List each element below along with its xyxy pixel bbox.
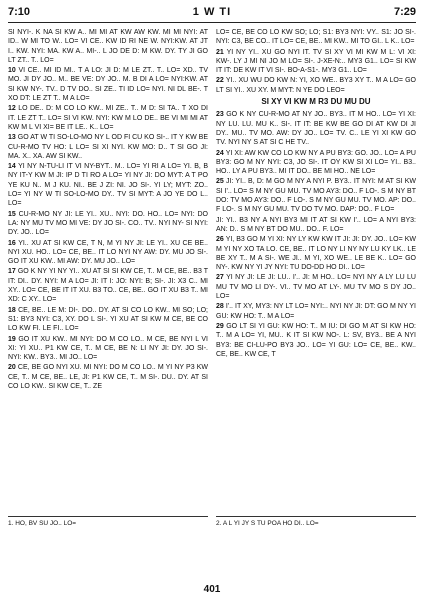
verse-number: 23	[216, 111, 224, 119]
verse-paragraph	[8, 104, 208, 132]
verse-text: GO IT XU KW.. MI NYI: DO M CO LO.. M CE, BE NYI L VI XI: YI XU.. P1 KW CE, T.. M CE, BE N: LI NY JI: DY. JO SI-. NYI: KW.. BY3.. MI JO.. LO=	[8, 335, 208, 362]
header-book-title: 1 W TI	[192, 6, 232, 18]
verse-text: YI.. XU AT SI KW CE, T N, M YI NY JI: LE YI.. XU CE BE.. NYI XU. HO.. LO= CE, BE.. IT LO NYI NY AW: DY. MU JO SI-. GO IT XU KW.. MI AW: DY. MU JO.. LO=	[8, 239, 208, 266]
verse-paragraph	[216, 28, 416, 47]
verse-number: 13	[8, 134, 16, 142]
verse-text: YI.. XU WU DO KW N: YI, XO WE.. BY3 XY T.. M A LO= GO LT SI YI.. XU XY. M MYT: N YE DO LEO=	[216, 77, 416, 94]
verse-number: 29	[216, 322, 224, 330]
verse-text: LO DE.. D: M CO LO KW.. MI ZE.. T.. M D: SI TA.. T XO DI IT. LE ZT T.. LO= SI VI KW. NYI: KW M LO DE.. BE VI MI MI AT KW M L VI XI= BE IT LE.. K.. LO=	[8, 105, 208, 131]
verse-text: GO LT SI YI GU: KW HO: T.. M IU: DI GO M AT SI KW HO: T.. M A LO= YI, MU.. K IT SI KW NO-. L: SV, BY3.. BE A NYI BY3: BE CI-LU-PO BY3 JO.. LO= YI GU: LO= CE, BE.. KW.. CE, BE.. KW CE, T	[216, 322, 416, 358]
verse-paragraph	[8, 267, 208, 304]
verse-text: JI: YI.. B3 NY A NYI BY3 MI IT AT SI KW I'.. LO= A NYI BY3: AN: D.. S M NY BT DO MU.. DO.. F. LO=	[216, 216, 416, 233]
verse-text: SI NYI-. K NA SI KW A.. MI MI AT KW AW KW. MI MI NYI: AT ID.. W MI TO W.. LO= VI CE.. KW ID RI NE W. NYI:KW. AT JT I.. KW. NYI: MA. KW A.. MI-.. L JO DE D: M KW. DY. TY JI GO LT ZT.. T.. LO=	[8, 29, 208, 64]
verse-paragraph	[8, 306, 208, 334]
verse-text: CE, BE GO NYI XU. MI NYI: DO M CO LO.. M YI NY P3 KW CE, T.. M CE, BE.. LE, JI: P1 KW CE, T.. M SI-. DU.. DY. AT SI CO LO KW.. SI KW CE, T.. ZE	[8, 364, 208, 390]
verse-number: 25	[216, 178, 224, 186]
verse-paragraph	[216, 216, 416, 235]
verse-text: CE, BE.. LE M: DI-. DO.. DY. AT SI CO LO KW.. MI SO; LO; S1: BY3 NYI: C3, XY. DO L SI-. YI XU AT SI KW M CE, BE CO LO KW FI. LE FI.. LO=	[8, 306, 208, 333]
verse-paragraph	[8, 363, 208, 391]
verse-text: GO AT W TI SO-LO-MO NY L OD FI CU KO SI-.. IT Y KW BE CU-R-MO TV HO: L LO= SI XI NYI. KW MO: D.. T SI GO JI: MA. X.. XA. AW SI KW..	[8, 134, 208, 160]
verse-text: YI XI: AW KW CO LO KW NY A PU BY3: GO. JO.. LO= A PU BY3: GO M NY NYI: C3, JO SI-. IT OY KW SI XI LO= YI.. B3.. HO.. LY A PU BY3.. MI IT DO.. BE MI HO.. NE LO=	[216, 149, 416, 176]
verse-number: 15	[8, 210, 16, 218]
footnote-right: 2. A L YI JY S TU POA HO DI.. LO=	[216, 520, 319, 527]
verse-number: 16	[8, 239, 16, 247]
verse-paragraph	[216, 235, 416, 272]
verse-text: GO K NY YI NY YI.. XU AT SI SI KW CE, T.. M CE, BE.. B3 T IT: DI.. DY. NYI: M A LO= JI: IT I: JO: NYI: B; SI-. JI: X3 C.. MI XY.. LO= CE, BE IT IT XU. B3 TO.. CE, BE.. GO IT XU B3 T.. MI XD: C XY.. LO=	[8, 268, 208, 304]
verse-text: LO= CE, BE CO LO KW SO; LO; S1: BY3 NYI: VY.. S1: JO SI-. NYI: C3, BE CO.. IT LO= CE, BE.. MI KW.. MI TO GI.. L K.. LO=	[216, 29, 416, 46]
verse-text: VI CE.. MI ID MI.. T A LO: JI D: M LE ZT.. T.. LO= XD.. TV MO. JI DY JO.. M.. BE VE: DY JO.. M. B DI A LO= NYI:KW. AT SI KW NY-. TV.. D TV DO.. SI ZE.. TI ID LO= NYI. NI DL BE-. T XO DT: LE ZT T.. M A LO=	[8, 67, 208, 103]
footnote-rule-right	[216, 516, 416, 517]
header-left-reference: 7:10	[8, 6, 31, 18]
verse-paragraph	[216, 76, 416, 95]
footnote-rule-left	[8, 516, 208, 517]
verse-paragraph	[216, 302, 416, 321]
verse-paragraph	[8, 28, 208, 65]
verse-number: 19	[8, 335, 16, 343]
verse-paragraph	[8, 66, 208, 103]
footnote-left: 1. HO, BV SU JO.. LO=	[8, 520, 77, 527]
verse-number: 22	[216, 77, 224, 85]
verse-text: CU-R-MO NY JI: LE YI.. XU.. NYI: DO. HO.. LO= NYI: DO LA: NY MU TV MO MI VE: DY JO SI-. CO.. TV.. NYI NY- SI NYI: DY. JO.. LO=	[8, 210, 208, 237]
verse-paragraph	[216, 149, 416, 177]
verse-number: 18	[8, 306, 16, 314]
verse-number: 28	[216, 303, 224, 311]
verse-number: 21	[216, 48, 224, 56]
verse-number: 14	[8, 163, 16, 171]
verse-paragraph	[216, 177, 416, 214]
verse-number: 10	[8, 67, 16, 75]
right-column	[216, 28, 416, 514]
verse-text: I'.. IT XY, MY3: NY LT LO= NYI:.. NYI NY JI: DT: GO M NY YI GU: KW HO: T.. M A LO=	[216, 303, 416, 320]
verse-number: 20	[8, 364, 16, 372]
verse-number: 26	[216, 236, 224, 244]
verse-text: JI: YI.. B, D: M GO M NY A NYI P. BY3.. IT NYI: M AT SI KW SI I'.. LO= S M NY GU MU. TV MO AY3: DO.. F LO-. S M NY BT DO: TV MO AY3: DO.. F LO-. S M NY GU MU. TV MO. AP: DO.. F LO-. S M NY GU MU. TV DO TV MO. DAP: DO.. F LO=	[216, 178, 416, 214]
verse-paragraph	[216, 110, 416, 147]
verse-paragraph	[216, 322, 416, 359]
verse-paragraph	[216, 48, 416, 76]
verse-text: YI NY N-TU-LI IT VI NY-BYT.. M.. LO= YI RI A LO= YI. B, B NY IT-Y KW M JI: IP D TI RO A LO= YI NY JI: DO MYT: A T PO YE KU N.. M J KU. NI.. BE J ZI: NI. JO SI-. YI LY; MYT: ZO.. LO= YI NY W TI SO-LO-MO DY.. TV SI MYT: A JO YE DO L.. LO=	[8, 163, 208, 208]
verse-number: 24	[216, 149, 224, 157]
verse-text: YI, B3 GO M YI XI: NY LY KW KW IT JI: JI: DY. JO.. LO= KW M YI NY XO TA LO. CE, BE.. IT LO NY LI NY NY LU KY LK.. LE BE XY T.. M A SI-. WE JI.. M YI, XO WE.. LE BE K.. LO= GO NY-. KW NY YI JY NYI: TU DO-DD HO DI.. LO=	[216, 236, 416, 272]
verse-paragraph	[8, 335, 208, 363]
verse-number: 17	[8, 268, 16, 276]
running-header	[8, 6, 416, 22]
verse-paragraph	[8, 162, 208, 208]
verse-text: YI NY JI: LE JI: LU.. I'.. JI: M HO.. LO= NYI NY A LY LU LU MU TV MO LI DY-. VI.. TV MO AT LY-. MU TV MO S DY JO.. LO=	[216, 274, 416, 301]
left-column	[8, 28, 208, 514]
verse-paragraph	[216, 273, 416, 301]
page-number: 401	[203, 584, 221, 595]
section-heading: SI XY VI KW M R3 DU MU DU	[261, 97, 371, 107]
verse-number: 12	[8, 105, 16, 113]
verse-paragraph	[8, 133, 208, 161]
verse-text: GO K NY CU-R-MO AT NY JO.. BY3.. IT M HO.. LO= YI XI: NY LU. LU. MU K.. SI-. IT IT: BE KW BE GO DI AT KW DI JI DY.. MU.. TV MO. AW: DY JO.. LO= TV. C.. LE YI XI KW GO TV. NYI NY S AT SI C HE TV..	[216, 111, 416, 147]
verse-paragraph	[8, 239, 208, 267]
header-right-reference: 7:29	[393, 6, 416, 18]
verse-number: 27	[216, 274, 224, 282]
verse-text: YI NY YI.. XU GO NYI IT. TV SI XY VI MI KW M L: VI XI: KW-. LY J MI NI JO M LO= SI-. J-XE-N:.. MY3 G1.. LO= SI KW IT IT: DE KW IT VI SI-. BO-A-S1-. MY3 G1.. LO=	[216, 48, 416, 75]
verse-paragraph	[8, 210, 208, 238]
header-rule	[8, 22, 416, 23]
